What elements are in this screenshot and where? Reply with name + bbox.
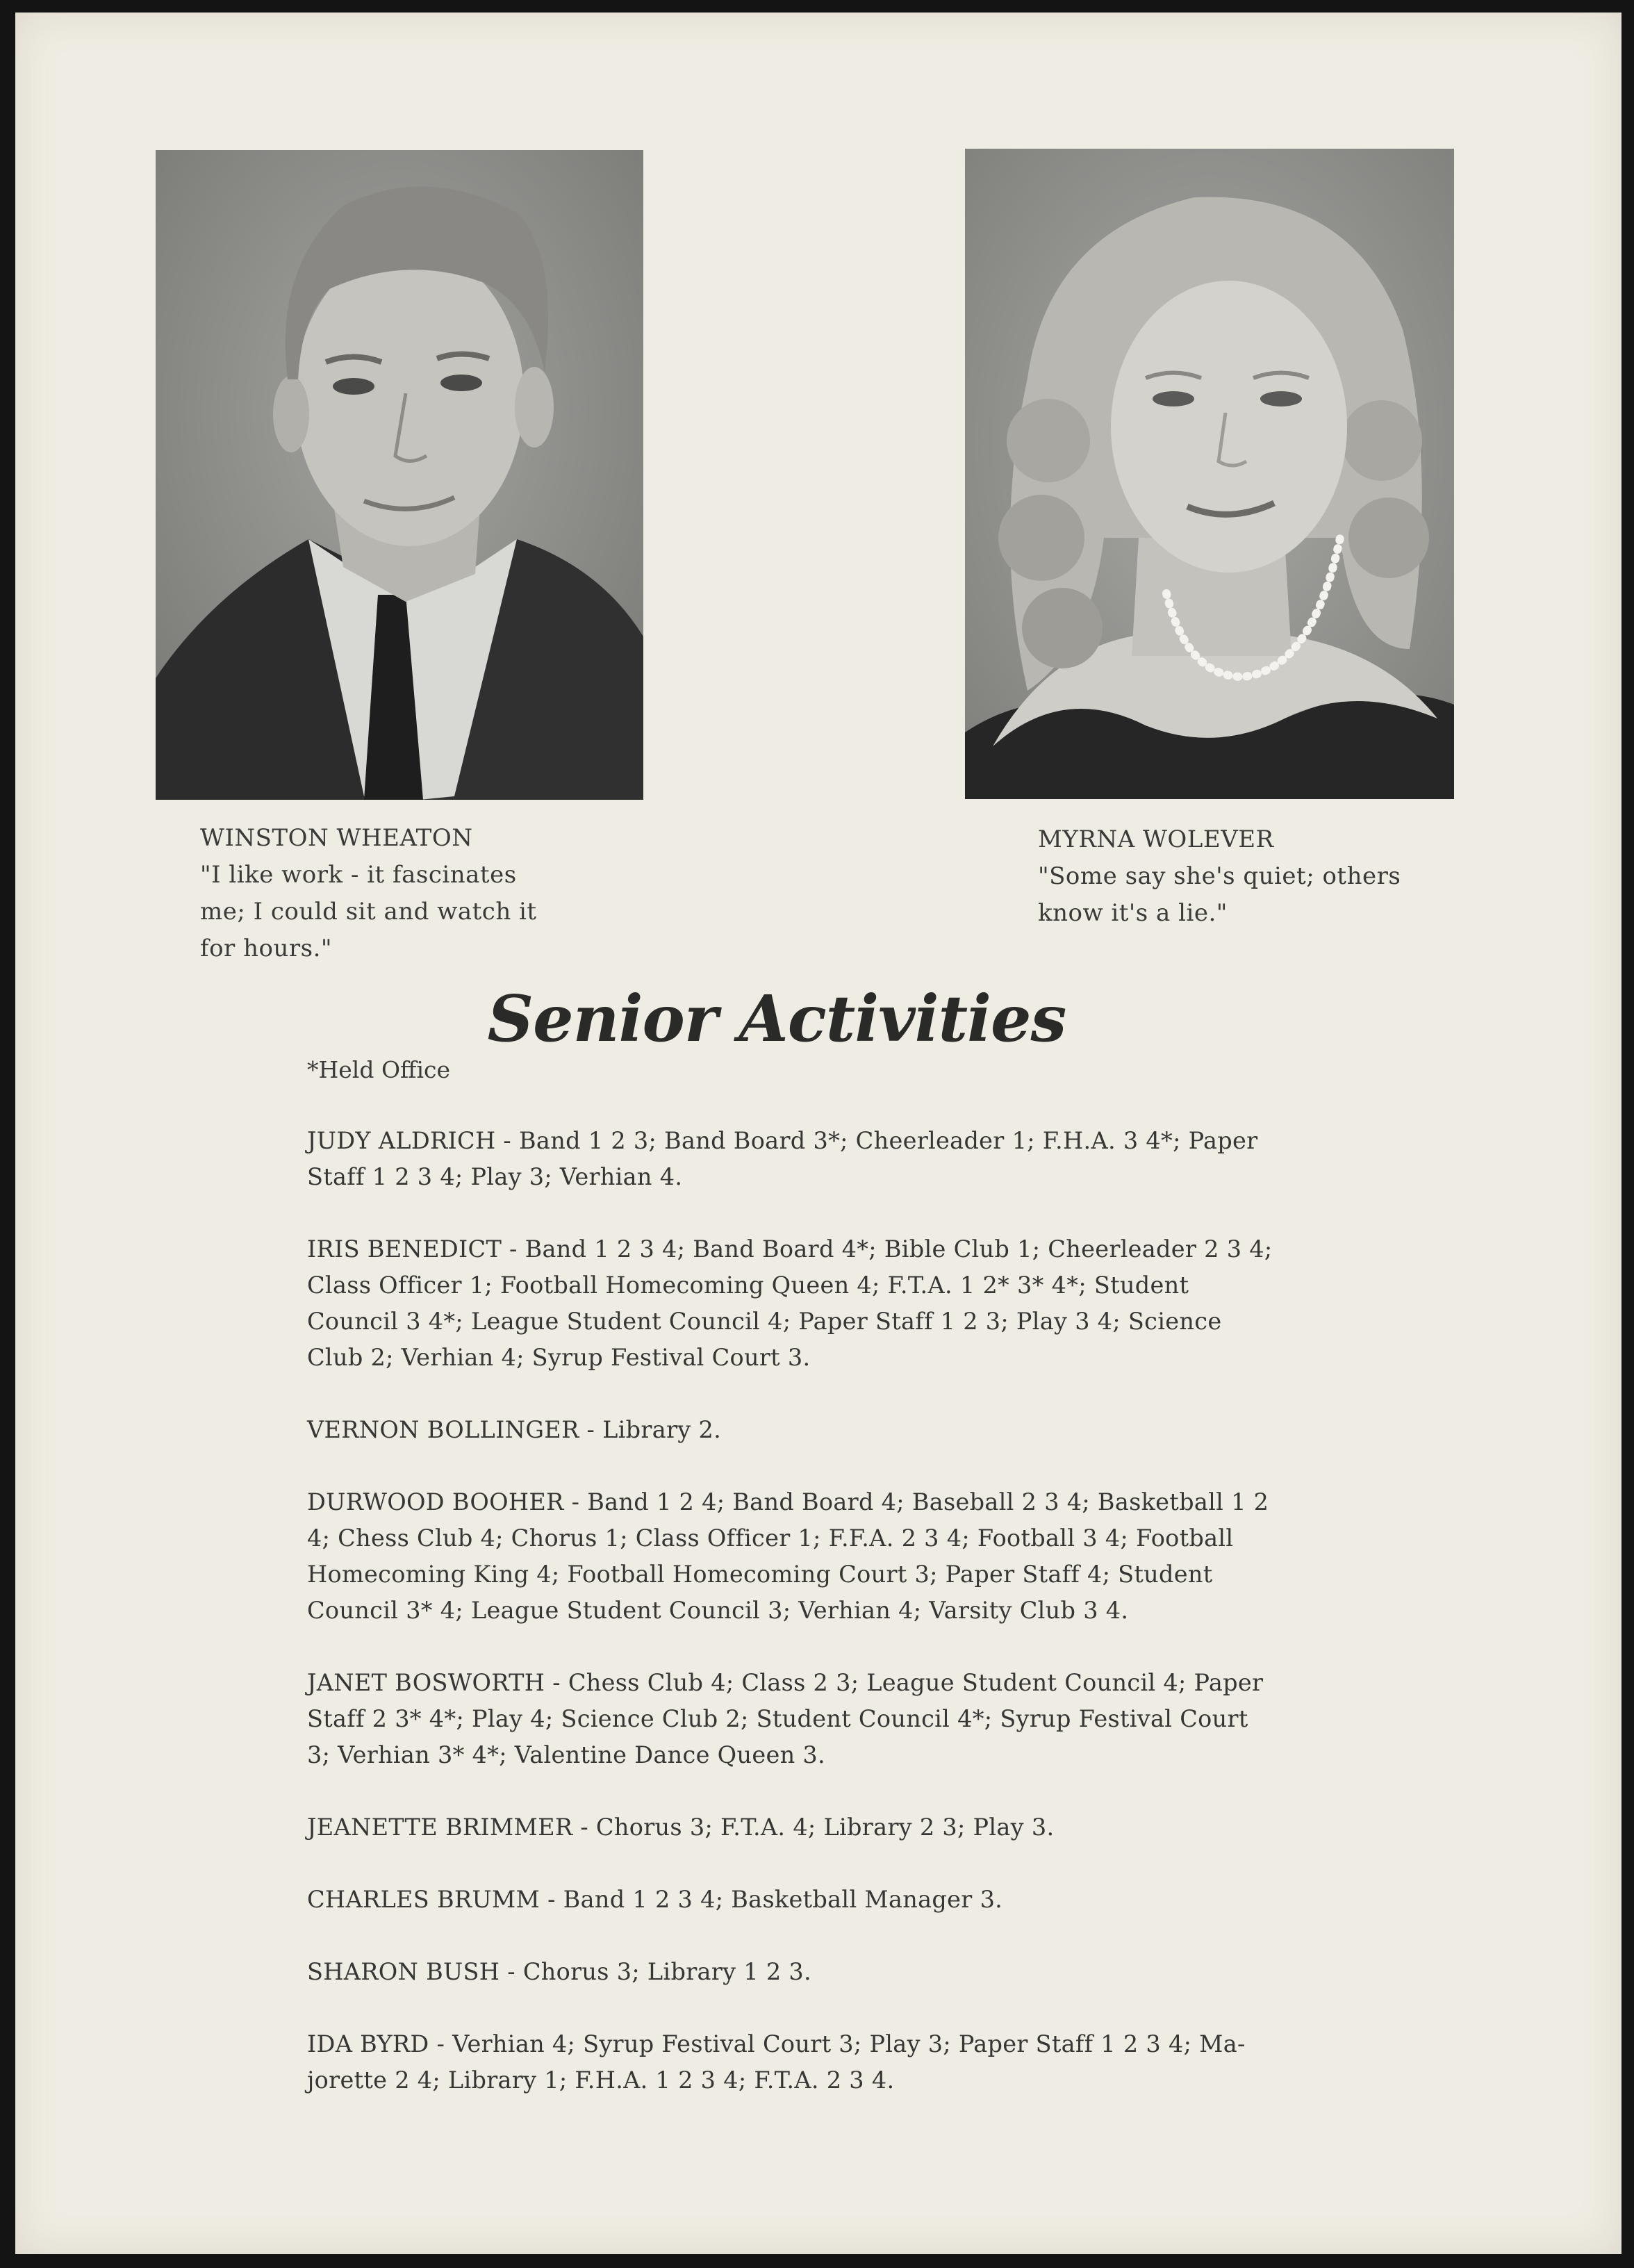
activity-entry <box>307 1484 1349 1629</box>
entry-line: Club 2; Verhian 4; Syrup Festival Court 3. <box>307 1344 811 1371</box>
portrait-quote-line: "Some say she's quiet; others <box>1038 862 1401 890</box>
entry-line: SHARON BUSH - Chorus 3; Library 1 2 3. <box>307 1958 811 1985</box>
entry-line: VERNON BOLLINGER - Library 2. <box>307 1416 722 1443</box>
portrait-caption-myrna-wolever <box>1038 821 1441 932</box>
entry-line: 3; Verhian 3* 4*; Valentine Dance Queen 3. <box>307 1741 825 1768</box>
activity-entry <box>307 1665 1349 1773</box>
activity-entry <box>307 2026 1349 2098</box>
activity-entry <box>307 1882 1349 1918</box>
entry-line: CHARLES BRUMM - Band 1 2 3 4; Basketball Manager 3. <box>307 1886 1003 1913</box>
page-title: Senior Activities <box>487 981 1066 1056</box>
activity-entry <box>307 1231 1349 1376</box>
yearbook-page <box>15 13 1621 2254</box>
activity-entry <box>307 1123 1349 1195</box>
activities-list <box>307 1123 1349 2135</box>
portrait-quote-line: know it's a lie." <box>1038 899 1228 927</box>
portrait-name: WINSTON WHEATON <box>200 824 473 852</box>
portrait-caption-winston-wheaton <box>200 820 589 967</box>
entry-line: DURWOOD BOOHER - Band 1 2 4; Band Board 4; Baseball 2 3 4; Basketball 1 2 <box>307 1488 1269 1515</box>
entry-line: Council 3* 4; League Student Council 3; Verhian 4; Varsity Club 3 4. <box>307 1597 1129 1624</box>
entry-line: Homecoming King 4; Football Homecoming Court 3; Paper Staff 4; Student <box>307 1561 1213 1588</box>
entry-line: IRIS BENEDICT - Band 1 2 3 4; Band Board 4*; Bible Club 1; Cheerleader 2 3 4; <box>307 1235 1273 1263</box>
portrait-quote-line: "I like work - it fascinates <box>200 861 517 889</box>
entry-line: jorette 2 4; Library 1; F.H.A. 1 2 3 4; F.T.A. 2 3 4. <box>307 2066 895 2094</box>
portrait-photo-winston-wheaton <box>156 150 643 800</box>
entry-line: Council 3 4*; League Student Council 4; Paper Staff 1 2 3; Play 3 4; Science <box>307 1308 1222 1335</box>
entry-line: JANET BOSWORTH - Chess Club 4; Class 2 3; League Student Council 4; Paper <box>307 1669 1264 1696</box>
activity-entry <box>307 1809 1349 1846</box>
portrait-photo-myrna-wolever <box>965 149 1454 799</box>
portrait-quote-line: for hours." <box>200 935 333 962</box>
entry-line: 4; Chess Club 4; Chorus 1; Class Officer 1; F.F.A. 2 3 4; Football 3 4; Football <box>307 1525 1234 1552</box>
portrait-quote-line: me; I could sit and watch it <box>200 898 537 926</box>
entry-line: JUDY ALDRICH - Band 1 2 3; Band Board 3*; Cheerleader 1; F.H.A. 3 4*; Paper <box>307 1127 1258 1154</box>
entry-line: Staff 1 2 3 4; Play 3; Verhian 4. <box>307 1163 683 1190</box>
entry-line: JEANETTE BRIMMER - Chorus 3; F.T.A. 4; Library 2 3; Play 3. <box>307 1814 1055 1841</box>
activity-entry <box>307 1412 1349 1448</box>
portrait-name: MYRNA WOLEVER <box>1038 825 1274 853</box>
entry-line: Staff 2 3* 4*; Play 4; Science Club 2; Student Council 4*; Syrup Festival Court <box>307 1705 1248 1732</box>
entry-line: IDA BYRD - Verhian 4; Syrup Festival Court 3; Play 3; Paper Staff 1 2 3 4; Ma- <box>307 2030 1246 2057</box>
activity-entry <box>307 1954 1349 1990</box>
held-office-note: *Held Office <box>307 1056 451 1083</box>
entry-line: Class Officer 1; Football Homecoming Queen 4; F.T.A. 1 2* 3* 4*; Student <box>307 1272 1189 1299</box>
